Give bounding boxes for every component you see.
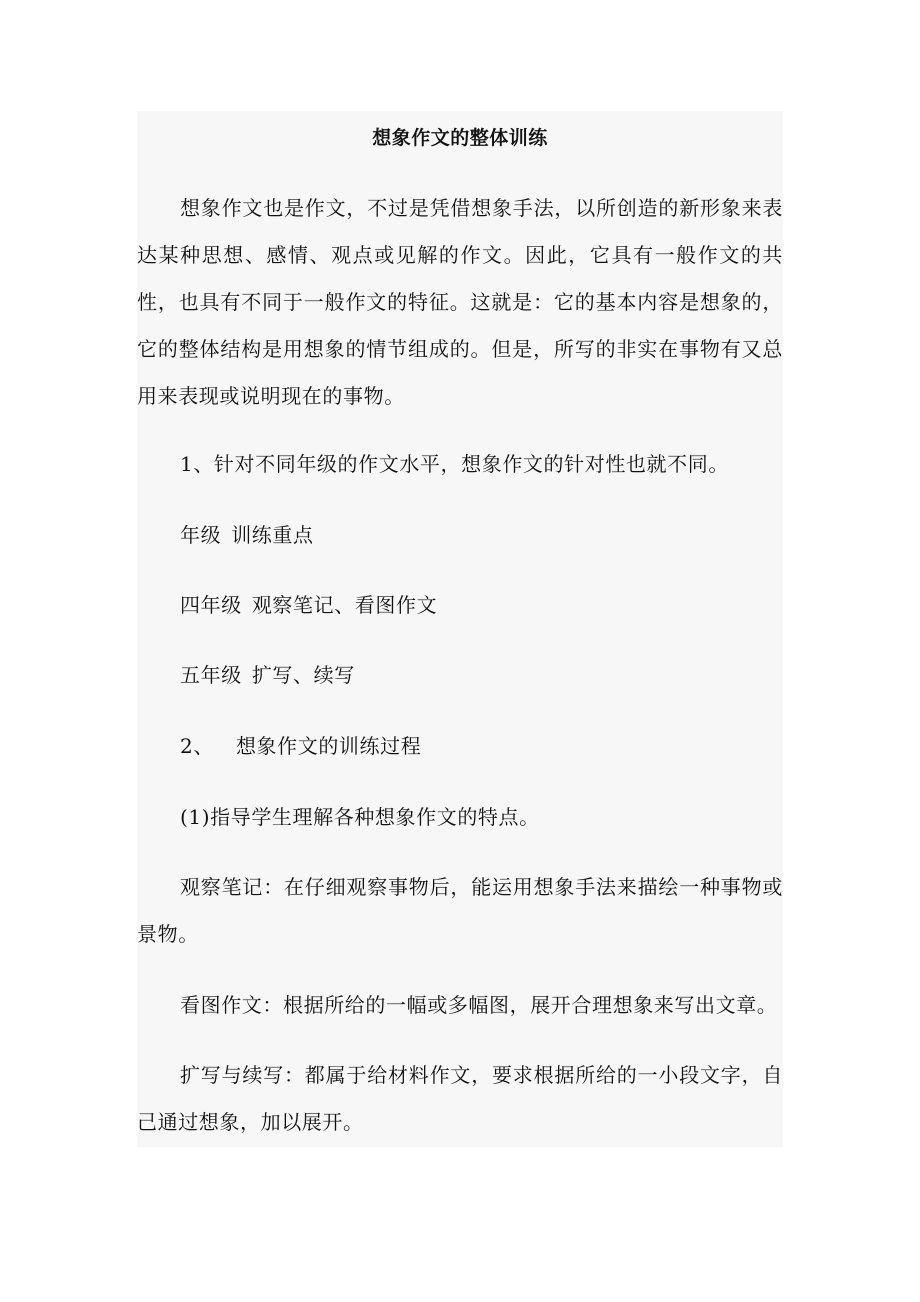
section-2-heading: [137, 723, 783, 770]
document-page: [137, 111, 783, 1147]
observation-notes-paragraph: 观察笔记：在仔细观察事物后，能运用想象手法来描绘一种事物或景物。: [137, 875, 783, 946]
document-title: 想象作文的整体训练: [372, 127, 548, 149]
section-2-text: 想象作文的训练过程: [235, 734, 422, 758]
grade-cell: 四年级: [180, 593, 242, 617]
section-2-number: 2、: [180, 734, 214, 758]
expansion-continuation-paragraph: 扩写与续写：都属于给材料作文，要求根据所给的一小段文字，自己通过想象，加以展开。: [137, 1063, 783, 1134]
focus-cell: 扩写、续写: [251, 663, 355, 687]
grade-column-header: 年级: [180, 523, 222, 547]
picture-writing-paragraph: 看图作文：根据所给的一幅或多幅图，展开合理想象来写出文章。: [180, 993, 778, 1017]
section-1-heading: 1、针对不同年级的作文水平，想象作文的针对性也就不同。: [180, 452, 729, 476]
grade-cell: 五年级: [180, 663, 242, 687]
section-2-1-heading: (1)指导学生理解各种想象作文的特点。: [180, 805, 540, 829]
grade-table-header: [137, 512, 783, 559]
focus-cell: 观察笔记、看图作文: [251, 593, 438, 617]
intro-paragraph: 想象作文也是作文，不过是凭借想象手法，以所创造的新形象来表达某种思想、感情、观点或见解的作文。因此，它具有一般作文的共性，也具有不同于一般作文的特征。这就是：它的基本内容是想象的，它的整体结构是用想象的情节组成的。但是，所写的非实在事物有又总用来表现或说明现在的事物。: [137, 196, 783, 408]
grade-row-5: [137, 652, 783, 699]
focus-column-header: 训练重点: [231, 523, 314, 547]
grade-row-4: [137, 582, 783, 629]
